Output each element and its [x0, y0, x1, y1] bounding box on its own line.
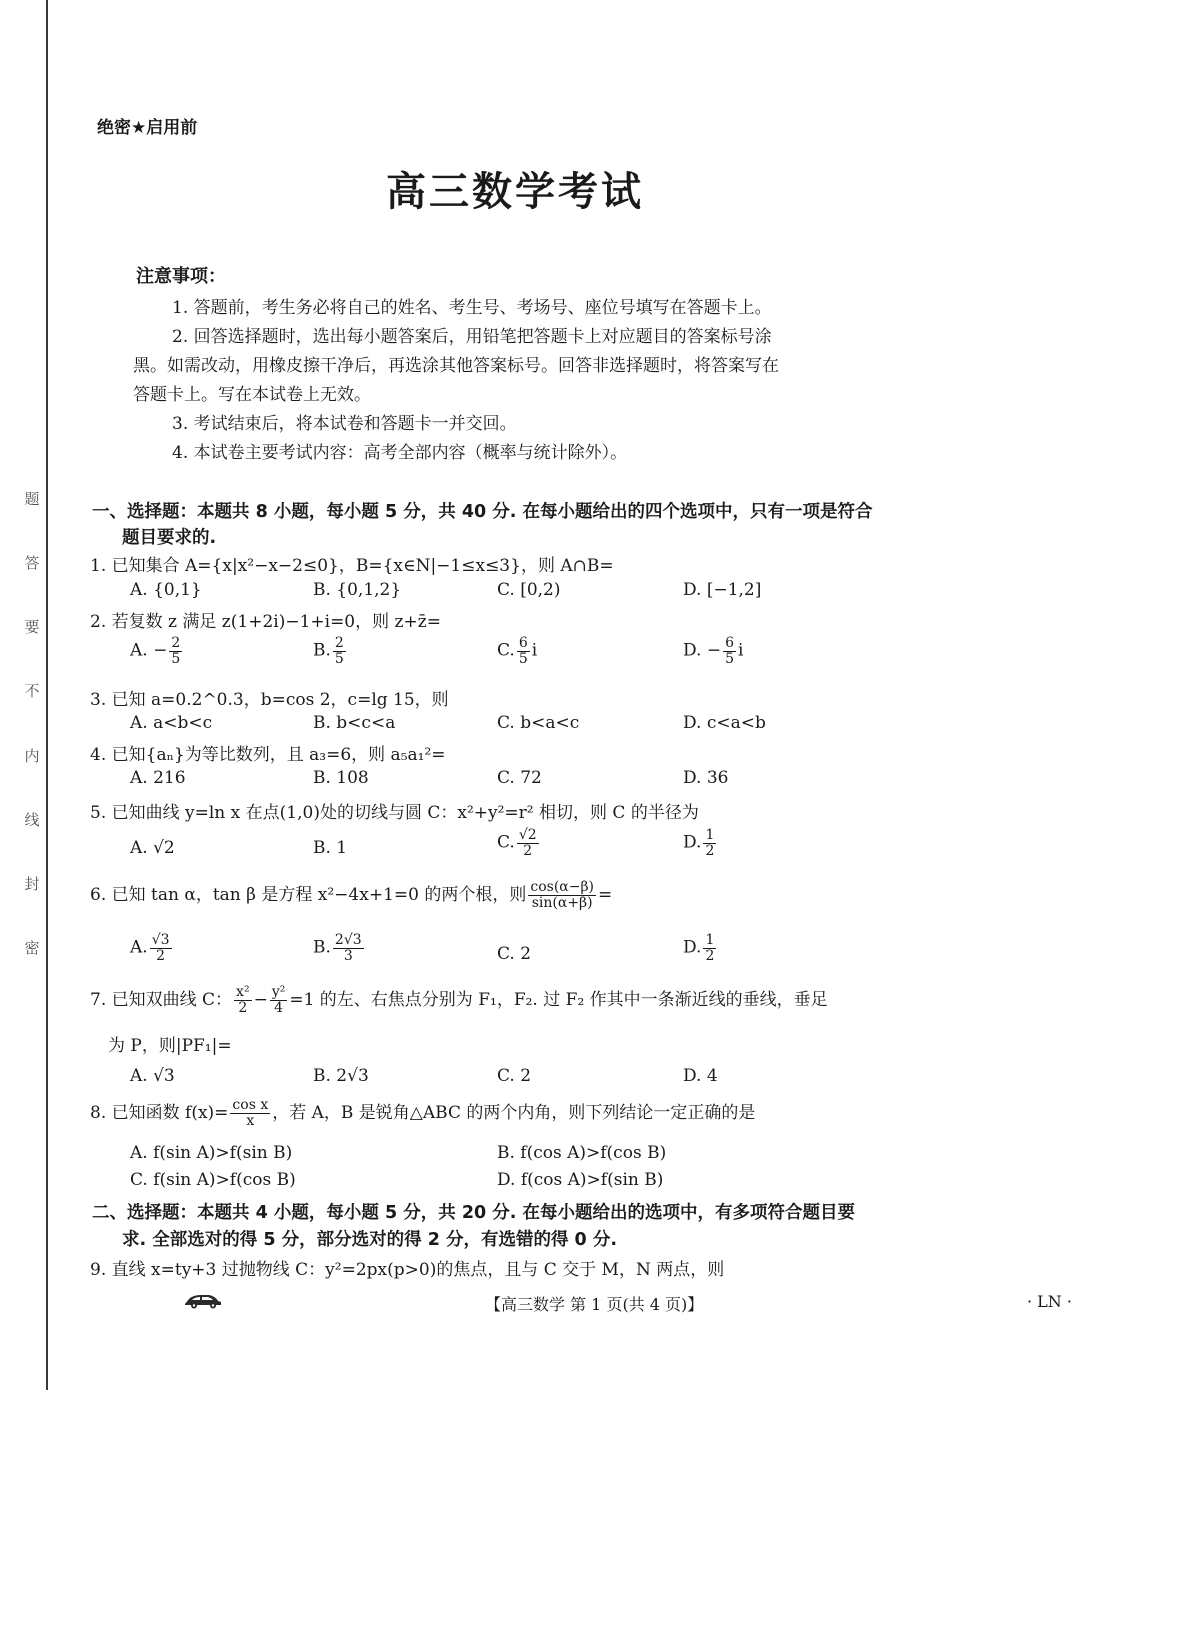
question-stem: 3. 已知 a=0.2^0.3，b=cos 2，c=lg 15，则: [90, 690, 449, 710]
stem-text: 7. 已知双曲线 C：: [90, 990, 233, 1010]
fraction: [270, 985, 288, 1015]
option-d: [683, 933, 718, 963]
option-prefix: A.: [130, 937, 148, 958]
option-d: [683, 636, 743, 666]
numerator: 2: [171, 635, 181, 651]
seal-char: 密: [24, 938, 40, 957]
numerator: √2: [518, 827, 537, 843]
fraction: [703, 933, 716, 963]
notice-line: 黑。如需改动，用橡皮擦干净后，再选涂其他答案标号。回答非选择题时，将答案写在: [133, 356, 779, 376]
fraction: [528, 880, 596, 910]
question-stem: [90, 985, 828, 1016]
option-c: C. 72: [497, 768, 542, 788]
option-prefix: D. −: [683, 640, 722, 661]
stem-text: −: [253, 990, 268, 1010]
fraction: [517, 636, 530, 666]
option-prefix: B.: [313, 937, 331, 958]
numerator: 6: [518, 635, 528, 651]
numerator: y²: [271, 984, 286, 1001]
option-a: [130, 933, 174, 963]
option-b: B. f(cos A)>f(cos B): [497, 1143, 667, 1163]
question-stem: 9. 直线 x=ty+3 过抛物线 C：y²=2px(p>0)的焦点，且与 C 交于 M，N 两点，则: [90, 1260, 725, 1280]
fraction: [333, 636, 346, 666]
option-d: D. [−1,2]: [683, 580, 762, 600]
option-a: A. √3: [130, 1066, 175, 1086]
stem-text: ，若 A，B 是锐角△ABC 的两个内角，则下列结论一定正确的是: [272, 1103, 756, 1123]
numerator: 6: [725, 635, 734, 651]
fraction: [517, 828, 539, 858]
question-stem: 1. 已知集合 A={x|x²−x−2≤0}，B={x∈N|−1≤x≤3}，则 A∩B=: [90, 556, 614, 576]
question-stem-cont: 为 P，则|PF₁|=: [108, 1036, 232, 1056]
option-b: B. {0,1,2}: [313, 580, 402, 600]
seal-char: 内: [24, 746, 40, 765]
denominator: 2: [705, 842, 715, 859]
numerator: 2: [334, 635, 344, 651]
numerator: 1: [705, 932, 715, 948]
numerator: cos(α−β): [530, 879, 595, 896]
numerator: x²: [236, 984, 250, 1001]
option-d: D. 4: [683, 1066, 718, 1086]
option-b: B. 108: [313, 768, 369, 788]
seal-char: 线: [24, 810, 40, 829]
section1-heading-cont: 题目要求的.: [122, 528, 217, 548]
notice-line: 1. 答题前，考生务必将自己的姓名、考生号、考场号、座位号填写在答题卡上。: [172, 298, 772, 318]
fraction: [703, 828, 716, 858]
option-b: [313, 636, 348, 666]
fraction: [230, 1098, 270, 1128]
option-a: A. a<b<c: [130, 713, 213, 733]
question-stem: 2. 若复数 z 满足 z(1+2i)−1+i=0，则 z+z̄=: [90, 612, 441, 632]
footer-tag: · LN ·: [1027, 1292, 1072, 1311]
option-prefix: A. −: [130, 640, 168, 661]
section2-heading: 二、选择题：本题共 4 小题，每小题 5 分，共 20 分. 在每小题给出的选项中，有多项符合题目要: [92, 1203, 855, 1223]
stem-text: 6. 已知 tan α，tan β 是方程 x²−4x+1=0 的两个根，则: [90, 885, 527, 905]
option-a: A. √2: [130, 838, 175, 858]
denominator: 3: [343, 947, 353, 964]
denominator: 4: [274, 1000, 284, 1016]
option-prefix: D.: [683, 832, 702, 853]
seal-char: 要: [24, 618, 40, 637]
question-stem: 4. 已知{aₙ}为等比数列，且 a₃=6，则 a₅a₁²=: [90, 745, 446, 765]
option-c: C. [0,2): [497, 580, 561, 600]
option-suffix: i: [531, 640, 538, 661]
seal-char: 不: [24, 682, 40, 701]
car-logo-icon: [183, 1293, 223, 1309]
fraction: [234, 985, 252, 1015]
option-b: B. 2√3: [313, 1066, 369, 1086]
option-d: D. f(cos A)>f(sin B): [497, 1170, 664, 1190]
seal-char: 封: [24, 874, 40, 893]
option-c: C. 2: [497, 1066, 532, 1086]
option-c: [497, 828, 541, 858]
option-d: D. 36: [683, 768, 729, 788]
option-d: [683, 828, 718, 858]
option-b: B. 1: [313, 838, 348, 858]
numerator: √3: [151, 932, 170, 948]
exam-title: 高三数学考试: [386, 169, 644, 215]
question-stem: [90, 880, 612, 911]
notice-line: 3. 考试结束后，将本试卷和答题卡一并交回。: [172, 414, 517, 434]
denominator: x: [246, 1113, 255, 1129]
stem-text: =1 的左、右焦点分别为 F₁，F₂. 过 F₂ 作其中一条渐近线的垂线，垂足: [289, 990, 828, 1010]
denominator: 2: [523, 842, 533, 859]
denominator: sin(α+β): [531, 895, 593, 911]
denominator: 5: [334, 650, 344, 667]
stem-text: 8. 已知函数 f(x)=: [90, 1103, 229, 1123]
denominator: 5: [171, 650, 181, 667]
option-c: C. b<a<c: [497, 713, 580, 733]
option-d: D. c<a<b: [683, 713, 766, 733]
numerator: 2√3: [334, 932, 362, 948]
notice-line: 4. 本试卷主要考试内容：高考全部内容（概率与统计除外）。: [172, 443, 628, 463]
denominator: 5: [725, 650, 734, 667]
denominator: 2: [705, 947, 715, 964]
option-a: A. f(sin A)>f(sin B): [130, 1143, 293, 1163]
option-a: A. {0,1}: [130, 580, 202, 600]
denominator: 5: [518, 650, 528, 667]
option-prefix: C.: [497, 832, 515, 853]
stem-text: =: [598, 885, 613, 905]
notice-heading: 注意事项：: [136, 266, 226, 287]
denominator: 2: [156, 947, 166, 964]
option-suffix: i: [738, 640, 744, 661]
seal-char: 答: [24, 554, 40, 573]
option-c: C. 2: [497, 944, 532, 964]
option-b: [313, 933, 366, 963]
option-c: C. f(sin A)>f(cos B): [130, 1170, 296, 1190]
fraction: [169, 636, 182, 666]
option-prefix: C.: [497, 640, 515, 661]
seal-char: 题: [24, 490, 40, 508]
question-stem: [90, 1098, 755, 1129]
option-c: [497, 636, 537, 666]
seal-line-note: [22, 488, 42, 958]
section1-heading: 一、选择题：本题共 8 小题，每小题 5 分，共 40 分. 在每小题给出的四个选项中，只有一项是符合: [92, 502, 873, 522]
numerator: cos x: [232, 1097, 269, 1114]
fraction: [723, 636, 736, 666]
option-prefix: B.: [313, 640, 331, 661]
option-a: [130, 636, 184, 666]
denominator: 2: [238, 1000, 248, 1016]
fraction: [150, 933, 172, 963]
option-prefix: D.: [683, 937, 702, 958]
page-footer: 【高三数学 第 1 页(共 4 页)】: [485, 1295, 704, 1314]
section2-heading-cont: 求. 全部选对的得 5 分，部分选对的得 2 分，有选错的得 0 分.: [122, 1230, 617, 1250]
option-b: B. b<c<a: [313, 713, 396, 733]
question-stem: 5. 已知曲线 y=ln x 在点(1,0)处的切线与圆 C：x²+y²=r² 相切，则 C 的半径为: [90, 803, 699, 823]
numerator: 1: [705, 827, 715, 843]
notice-line: 答题卡上。写在本试卷上无效。: [133, 385, 371, 405]
notice-line: 2. 回答选择题时，选出每小题答案后，用铅笔把答题卡上对应题目的答案标号涂: [172, 327, 772, 347]
fraction: [333, 933, 364, 963]
secret-label: 绝密★启用前: [97, 118, 198, 138]
option-a: A. 216: [130, 768, 186, 788]
